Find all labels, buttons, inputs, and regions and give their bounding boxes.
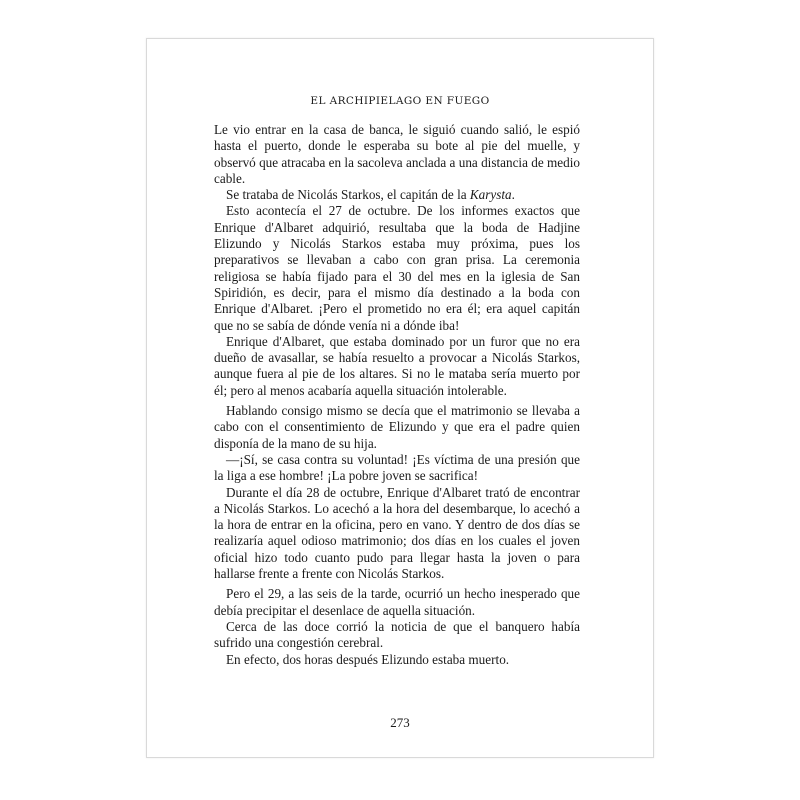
paragraph-5: Hablando consigo mismo se decía que el matrimonio se llevaba a cabo con el consentimiento de Elizundo y que era el padre quien disponía de la mano de su hija. xyxy=(214,403,580,451)
paragraph-9: Cerca de las doce corrió la noticia de que el banquero había sufrido una congestión cerebral. xyxy=(214,618,580,651)
paragraph-2 xyxy=(214,187,580,203)
book-page xyxy=(146,38,654,758)
running-head: EL ARCHIPIELAGO EN FUEGO xyxy=(310,95,490,107)
paragraph-10: En efecto, dos horas después Elizundo estaba muerto. xyxy=(226,651,510,667)
body-text xyxy=(214,122,580,668)
paragraph-1: Le vio entrar en la casa de banca, le siguió cuando salió, le espió hasta el puerto, donde le esperaba su bote al pie del muelle, y observó que atracaba en la sacoleva anclada a una distancia de medio cable. xyxy=(214,122,580,186)
paragraph-8: Pero el 29, a las seis de la tarde, ocurrió un hecho inesperado que debía precipitar el desenlace de aquella situación. xyxy=(214,586,580,618)
ship-name: Karysta xyxy=(469,187,512,203)
paragraph-7: Durante el día 28 de octubre, Enrique d'Albaret trató de encontrar a Nicolás Starkos. Lo acechó a la hora del desembarque, lo acechó a la hora de entrar en la oficina, pero en vano. Y dentro de dos días se realizaría aquel odioso matrimonio; dos días en los cuales el joven oficial hizo todo cuanto pudo para llegar hasta la joven o para hallarse frente a frente con Nicolás Starkos. xyxy=(214,484,580,582)
paragraph-2-end: . xyxy=(511,187,515,203)
page-number: 273 xyxy=(390,715,410,730)
paragraph-2-text: Se trataba de Nicolás Starkos, el capitán de la xyxy=(226,187,470,203)
paragraph-4: Enrique d'Albaret, que estaba dominado por un furor que no era dueño de avasallar, se había resuelto a provocar a Nicolás Starkos, aunque fuera al pie de los altares. Si no le mataba sería muerto por él; pero al menos acabaría aquella situación intolerable. xyxy=(214,333,580,398)
paragraph-3: Esto acontecía el 27 de octubre. De los informes exactos que Enrique d'Albaret adquirió, resultaba que la boda de Hadjine Elizundo y Nicolás Starkos estaba muy próxima, pues los preparativos se llevaban a cabo con gran prisa. La ceremonia religiosa se había fijado para el 30 del mes en la iglesia de San Spiridión, es decir, para el mismo día destinado a la boda con Enrique d'Albaret. ¡Pero el prometido no era él; era aquel capitán que no se sabía de dónde venía ni a dónde iba! xyxy=(214,203,580,333)
paragraph-6: —¡Sí, se casa contra su voluntad! ¡Es víctima de una presión que la liga a ese hombre! ¡La pobre joven se sacrifica! xyxy=(214,451,580,484)
